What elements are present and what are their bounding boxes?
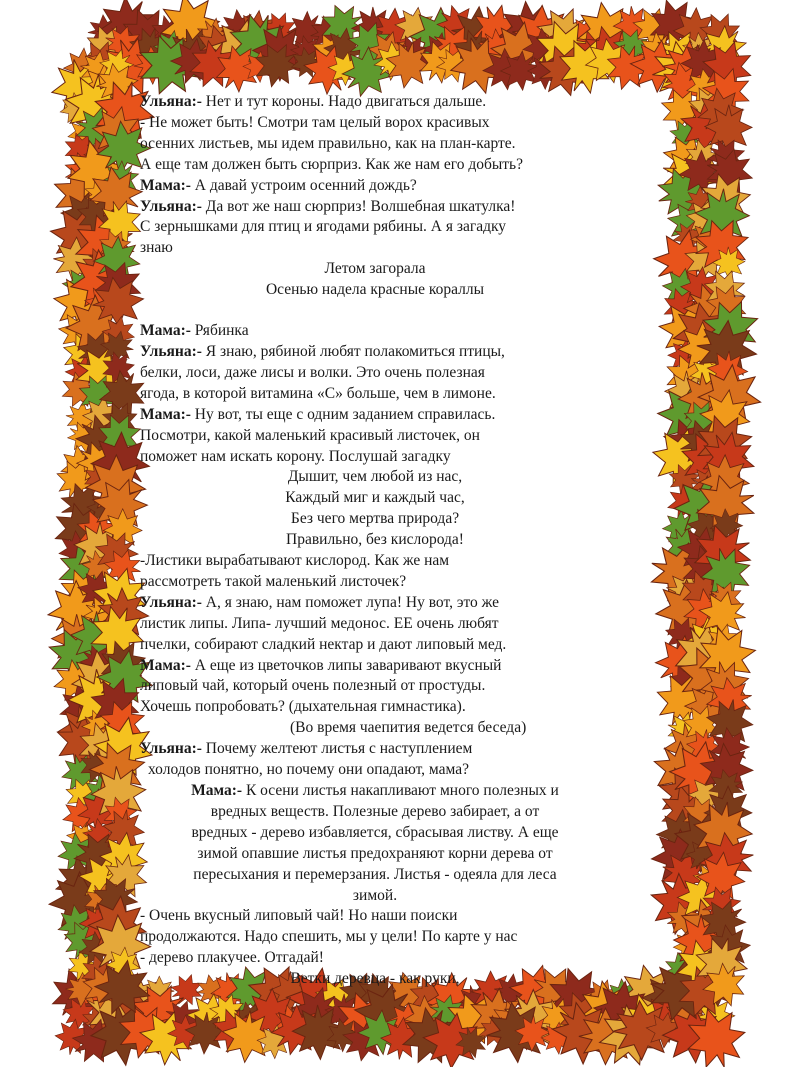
line-text: Хочешь попробовать? (дыхательная гимнастика). <box>140 698 466 716</box>
text-line <box>140 718 610 739</box>
line-text: - Очень вкусный липовый чай! Но наши поиски <box>140 907 458 925</box>
line-text: - дерево плакучее. Отгадай! <box>140 949 324 967</box>
line-text: (Во время чаепития ведется беседа) <box>290 719 527 737</box>
line-text: поможет нам искать корону. Послушай загадку <box>140 447 451 465</box>
speaker-name: Мама:- <box>140 405 191 423</box>
line-text: Ну вот, ты еще с одним заданием справилась. <box>190 405 496 423</box>
speaker-name: Мама:- <box>140 322 191 340</box>
text-line <box>140 823 610 844</box>
text-line <box>140 802 610 823</box>
text-line <box>140 363 610 384</box>
text-line <box>140 405 610 426</box>
text-line <box>140 134 610 155</box>
text-line <box>140 781 610 802</box>
text-line <box>140 676 610 697</box>
line-text: - Не может быть! Смотри там целый ворох красивых <box>140 113 490 131</box>
line-text: Правильно, без кислорода! <box>286 531 464 549</box>
line-text: Я знаю, рябиной любят полакомиться птицы, <box>201 342 505 360</box>
text-line <box>140 238 610 259</box>
line-text: пересыхания и перемерзания. Листья - одеяла для леса <box>193 865 557 883</box>
line-text: Рябинка <box>190 322 249 340</box>
text-line <box>140 614 610 635</box>
line-text: Летом загорала <box>324 260 426 278</box>
text-line <box>140 447 610 468</box>
line-text: -Листики вырабатывают кислород. Как же нам <box>140 552 450 570</box>
speaker-name: Мама:- <box>140 656 191 674</box>
line-text: зимой опавшие листья предохраняют корни дерева от <box>197 844 553 862</box>
speaker-name: Ульяна:- <box>140 197 202 215</box>
line-text: Ветки деревца - как руки, <box>290 970 460 988</box>
speaker-name: Ульяна:- <box>140 593 202 611</box>
text-line <box>140 865 610 886</box>
line-text: С зернышками для птиц и ягодами рябины. А я загадку <box>140 218 507 236</box>
text-line <box>140 656 610 677</box>
text-line <box>140 321 610 342</box>
text-line <box>140 969 610 990</box>
text-line <box>140 217 610 238</box>
text-line <box>140 635 610 656</box>
line-text: пчелки, собирают сладкий нектар и дают липовый мед. <box>140 635 507 653</box>
text-line <box>140 886 610 907</box>
line-text: А еще там должен быть сюрприз. Как же нам его добыть? <box>140 155 523 173</box>
text-line <box>140 948 610 969</box>
line-text: белки, лоси, даже лисы и волки. Это очень полезная <box>140 363 485 381</box>
blank-line <box>140 301 610 321</box>
text-line <box>140 530 610 551</box>
text-line <box>140 342 610 363</box>
line-text: А давай устроим осенний дождь? <box>190 176 417 194</box>
text-line <box>140 572 610 593</box>
line-text: Дышит, чем любой из нас, <box>287 468 463 486</box>
line-text: вредных веществ. Полезные дерево забирает, а от <box>210 802 540 820</box>
line-text: вредных - дерево избавляется, сбрасывая листву. А еще <box>191 823 559 841</box>
speaker-name: Ульяна:- <box>140 93 202 110</box>
speaker-name: Мама:- <box>140 176 191 194</box>
text-line <box>140 155 610 176</box>
line-text: А, я знаю, нам поможет лупа! Ну вот, это же <box>201 593 500 611</box>
text-line <box>140 176 610 197</box>
text-line <box>140 259 610 280</box>
text-line <box>140 509 610 530</box>
text-line <box>140 426 610 447</box>
line-text: листик липы. Липа- лучший медонос. ЕЕ очень любят <box>140 614 499 632</box>
line-text: холодов понятно, но почему они опадают, мама? <box>148 761 469 779</box>
text-line <box>140 906 610 927</box>
text-line <box>140 488 610 509</box>
text-line <box>140 551 610 572</box>
line-text: знаю <box>140 239 173 257</box>
line-text: осенних листьев, мы идем правильно, как на план-карте. <box>140 134 516 152</box>
line-text: К осени листья накапливают много полезных и <box>242 782 559 799</box>
text-line <box>140 113 610 134</box>
text-line <box>140 927 610 948</box>
speaker-name: Ульяна:- <box>140 342 202 360</box>
line-text: А еще из цветочков липы заваривают вкусный <box>190 656 502 674</box>
line-text: Почему желтеют листья с наступлением <box>201 740 473 758</box>
speaker-name: Ульяна:- <box>140 740 202 758</box>
line-text: продолжаются. Надо спешить, мы у цели! По карте у нас <box>140 928 518 946</box>
line-text: Осенью надела красные кораллы <box>265 281 485 299</box>
line-text: ягода, в которой витамина «С» больше, чем в лимоне. <box>140 384 496 402</box>
text-line <box>140 739 610 760</box>
text-line <box>140 92 610 113</box>
line-text: Нет и тут короны. Надо двигаться дальше. <box>201 93 487 110</box>
text-line <box>140 697 610 718</box>
line-text: Каждый миг и каждый час, <box>285 489 465 507</box>
line-text: зимой. <box>352 886 398 904</box>
text-line <box>140 280 610 301</box>
line-text: рассмотреть такой маленький листочек? <box>140 572 407 590</box>
line-text: Да вот же наш сюрприз! Волшебная шкатулка! <box>201 197 516 215</box>
text-line <box>140 467 610 488</box>
text-line <box>140 384 610 405</box>
line-text: липовый чай, который очень полезный от простуды. <box>140 677 486 695</box>
text-line <box>140 760 610 781</box>
text-line <box>140 844 610 865</box>
text-line <box>140 593 610 614</box>
text-line <box>140 197 610 218</box>
speaker-name: Мама:- <box>191 782 243 799</box>
line-text: Посмотри, какой маленький красивый листочек, он <box>140 426 480 444</box>
line-text: Без чего мертва природа? <box>290 510 460 528</box>
document-text <box>140 92 610 990</box>
